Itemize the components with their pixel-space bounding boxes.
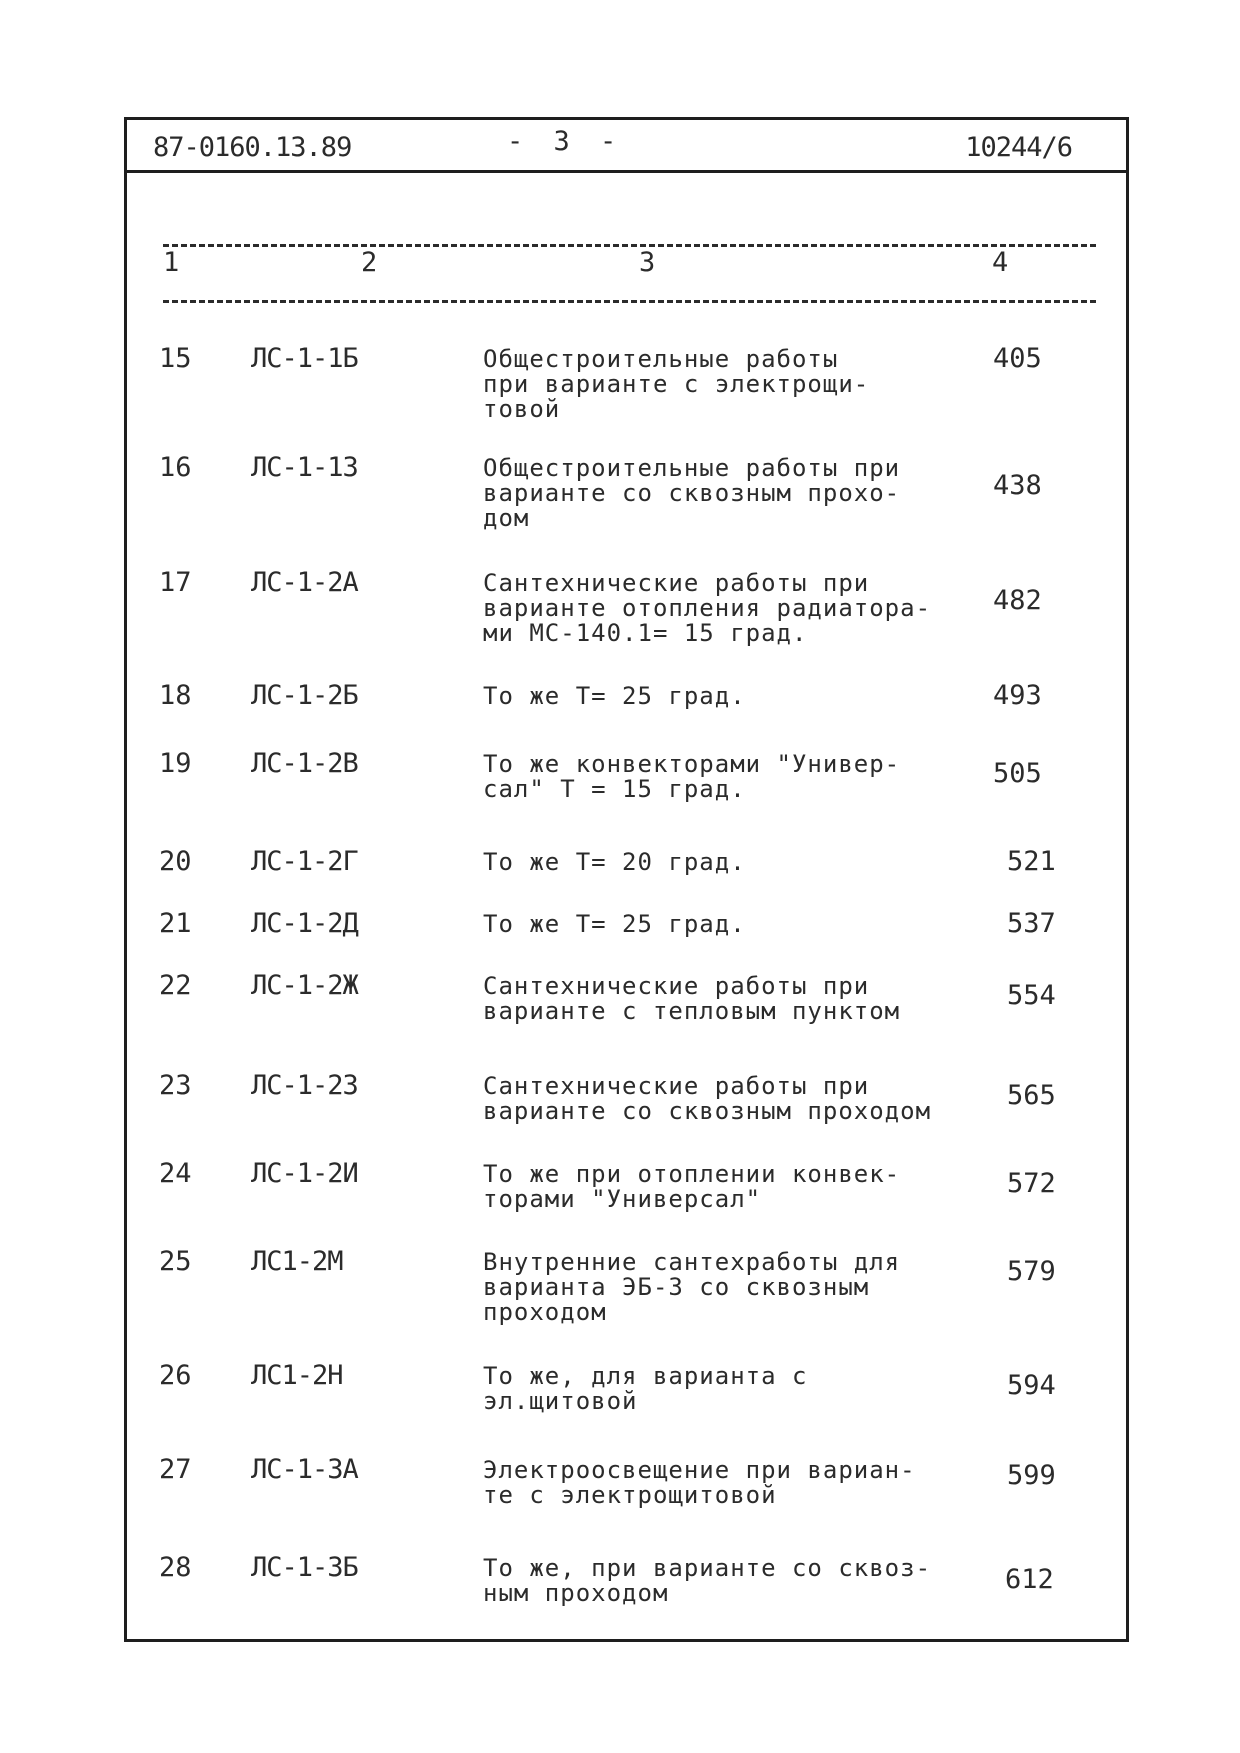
column-header-3: 3 [639,247,656,278]
row-code: ЛС-1-1Б [251,343,358,374]
row-number: 24 [159,1158,192,1189]
sheet-id: 10244/6 [965,132,1072,163]
row-value: 438 [993,470,1042,501]
row-code: ЛС-1-3Б [251,1552,358,1583]
page-header [127,120,1126,173]
row-code: ЛС-1-2А [251,567,358,598]
row-description: То же, при варианте со сквоз- ным проходом [483,1554,932,1607]
row-value: 554 [1007,980,1056,1011]
row-number: 21 [159,908,192,939]
row-code: ЛС-1-2И [251,1158,358,1189]
page-number: - 3 - [507,126,617,157]
document-frame [124,117,1129,1642]
row-description: Сантехнические работы при варианте с тепловым пунктом [483,972,901,1025]
column-header-top-rule [163,244,1096,247]
row-value: 405 [993,343,1042,374]
column-header-bottom-rule [163,300,1096,303]
row-code: ЛС1-2Н [251,1360,343,1391]
row-value: 594 [1007,1370,1056,1401]
row-value: 537 [1007,908,1056,939]
row-value: 612 [1005,1564,1054,1595]
document-code: 87-0160.13.89 [153,132,352,163]
row-description: То же, для варианта с эл.щитовой [483,1362,808,1415]
row-number: 28 [159,1552,192,1583]
row-number: 20 [159,846,192,877]
row-code: ЛС1-2М [251,1246,343,1277]
row-value: 599 [1007,1460,1056,1491]
row-value: 579 [1007,1256,1056,1287]
row-description: То же при отоплении конвек- торами "Универсал" [483,1160,901,1213]
row-value: 572 [1007,1168,1056,1199]
row-code: ЛС-1-13 [251,452,358,483]
row-number: 16 [159,452,192,483]
row-number: 22 [159,970,192,1001]
row-number: 18 [159,680,192,711]
row-number: 25 [159,1246,192,1277]
row-description: Общестроительные работы при варианте со сквозным прохо- дом [483,454,901,532]
row-value: 521 [1007,846,1056,877]
row-description: То же Т= 20 град. [483,848,746,876]
row-description: То же Т= 25 град. [483,910,746,938]
row-value: 565 [1007,1080,1056,1111]
row-description: Внутренние сантехработы для варианта ЭБ-3 со сквозным проходом [483,1248,901,1326]
row-number: 23 [159,1070,192,1101]
row-value: 493 [993,680,1042,711]
row-number: 15 [159,343,192,374]
row-number: 17 [159,567,192,598]
row-description: Сантехнические работы при варианте отопления радиатора- ми МС-140.1= 15 град. [483,569,932,647]
column-header-1: 1 [163,247,180,278]
row-code: ЛС-1-23 [251,1070,358,1101]
row-description: Сантехнические работы при варианте со сквозным проходом [483,1072,932,1125]
row-code: ЛС-1-2Д [251,908,358,939]
row-code: ЛС-1-2Ж [251,970,358,1001]
row-value: 482 [993,585,1042,616]
row-number: 27 [159,1454,192,1485]
row-description: То же конвекторами "Универ- сал" Т = 15 град. [483,750,901,803]
row-value: 505 [993,758,1042,789]
row-code: ЛС-1-2В [251,748,358,779]
column-header-2: 2 [361,247,378,278]
row-description: Общестроительные работы при варианте с электрощи- товой [483,345,870,423]
row-number: 19 [159,748,192,779]
row-description: То же Т= 25 град. [483,682,746,710]
row-code: ЛС-1-3А [251,1454,358,1485]
row-code: ЛС-1-2Б [251,680,358,711]
row-description: Электроосвещение при вариан- те с электрощитовой [483,1456,916,1509]
row-number: 26 [159,1360,192,1391]
column-header-4: 4 [992,247,1009,278]
row-code: ЛС-1-2Г [251,846,358,877]
